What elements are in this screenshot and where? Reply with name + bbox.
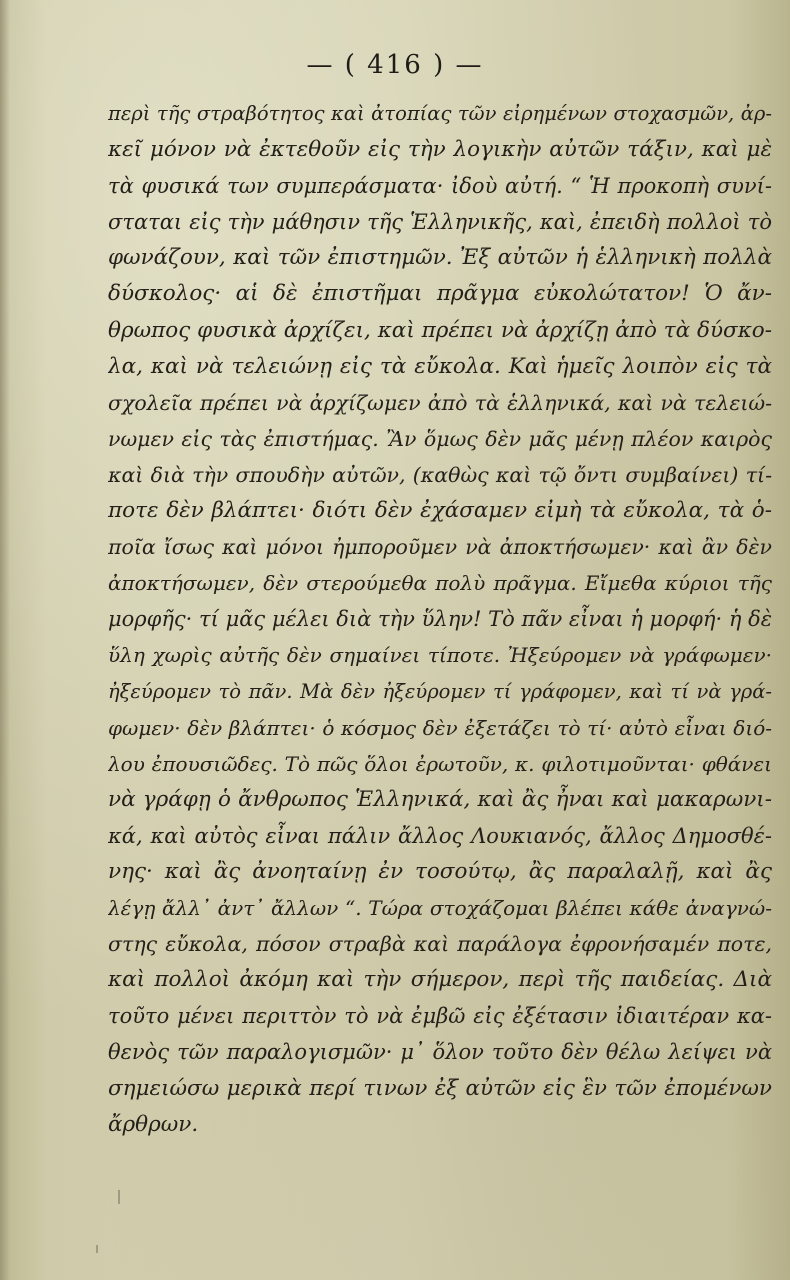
text-line: ἠξεύρομεν τὸ πᾶν. Μὰ δὲν ἠξεύρομεν τί γράφομεν, καὶ τί νὰ γρά-: [108, 679, 772, 703]
text-line: στης εὔκολα, πόσον στραβὰ καὶ παράλογα ἐφρονήσαμέν ποτε,: [108, 932, 772, 957]
text-line: περὶ τῆς στραβότητος καὶ ἀτοπίας τῶν εἰρημένων στοχασμῶν, ἀρ-: [108, 102, 772, 125]
text-line: ἀποκτήσωμεν, δὲν στερούμεθα πολὺ πρᾶγμα. Εἴμεθα κύριοι τῆς: [108, 571, 772, 596]
text-line: σταται εἰς τὴν μάθησιν τῆς Ἑλληνικῆς, καὶ, ἐπειδὴ πολλοὶ τὸ: [108, 210, 772, 235]
text-line: λα, καὶ νὰ τελειώνῃ εἰς τὰ εὔκολα. Καὶ ἡμεῖς λοιπὸν εἰς τὰ: [108, 353, 772, 379]
text-line: τὰ φυσικά των συμπεράσματα· ἰδοὺ αὐτή. “ Ἡ προκοπὴ συνί-: [108, 174, 772, 199]
text-line: νωμεν εἰς τὰς ἐπιστήμας. Ἂν ὅμως δὲν μᾶς μένῃ πλέον καιρὸς: [108, 426, 772, 451]
text-line: φωνάζουν, καὶ τῶν ἐπιστημῶν. Ἐξ αὐτῶν ἡ ἑλληνικὴ πολλὰ: [108, 245, 772, 271]
page-number: — ( 416 ) —: [306, 50, 484, 80]
text-line: νης· καὶ ἂς ἀνοηταίνῃ ἐν τοσούτῳ, ἂς παραλαλῇ, καὶ ἂς: [108, 858, 772, 884]
text-line: καὶ διὰ τὴν σπουδὴν αὐτῶν, (καθὼς καὶ τῷ ὄντι συμβαίνει) τί-: [108, 462, 772, 487]
paper-speck: [96, 1245, 98, 1253]
text-line: ὕλη χωρὶς αὐτῆς δὲν σημαίνει τίποτε. Ἠξεύρομεν νὰ γράφωμεν·: [108, 643, 772, 668]
body-text: [108, 96, 772, 1143]
text-line: σχολεῖα πρέπει νὰ ἀρχίζωμεν ἀπὸ τὰ ἑλληνικά, καὶ νὰ τελειώ-: [108, 390, 772, 415]
text-line: κεῖ μόνον νὰ ἐκτεθοῦν εἰς τὴν λογικὴν αὐτῶν τάξιν, καὶ μὲ: [108, 137, 772, 163]
text-line: λου ἐπουσιῶδες. Τὸ πῶς ὅλοι ἐρωτοῦν, κ. φιλοτιμοῦνται· φθάνει: [108, 751, 772, 776]
text-line: δύσκολος· αἱ δὲ ἐπιστῆμαι πρᾶγμα εὐκολώτατον! Ὁ ἄν-: [108, 281, 772, 307]
text-line: μορφῆς· τί μᾶς μέλει διὰ τὴν ὕλην! Τὸ πᾶν εἶναι ἡ μορφή· ἡ δὲ: [108, 607, 772, 632]
text-line: νὰ γράφῃ ὁ ἄνθρωπος Ἑλληνικά, καὶ ἂς ἦναι καὶ μακαρωνι-: [108, 786, 772, 812]
text-line: τοῦτο μένει περιττὸν τὸ νὰ ἐμβῶ εἰς ἐξέτασιν ἰδιαιτέραν κα-: [108, 1004, 772, 1029]
text-line: κά, καὶ αὐτὸς εἶναι πάλιν ἄλλος Λουκιανός, ἄλλος Δημοσθέ-: [108, 823, 772, 848]
text-line: φωμεν· δὲν βλάπτει· ὁ κόσμος δὲν ἐξετάζει τὸ τί· αὐτὸ εἶναι διό-: [108, 715, 772, 740]
text-line-last: ἄρθρων.: [108, 1111, 199, 1137]
paper-speck: [118, 1190, 120, 1204]
text-line: καὶ πολλοὶ ἀκόμη καὶ τὴν σήμερον, περὶ τῆς παιδείας. Διὰ: [108, 967, 772, 993]
text-line: ποῖα ἴσως καὶ μόνοι ἠμποροῦμεν νὰ ἀποκτήσωμεν· καὶ ἂν δὲν: [108, 535, 772, 560]
text-line: θενὸς τῶν παραλογισμῶν· μ᾽ ὅλον τοῦτο δὲν θέλω λείψει νὰ: [108, 1040, 772, 1065]
text-line: λέγῃ ἄλλ᾽ ἀντ᾽ ἄλλων “. Τώρα στοχάζομαι βλέπει κάθε ἀναγνώ-: [108, 896, 772, 921]
text-line: σημειώσω μερικὰ περί τινων ἐξ αὐτῶν εἰς ἓν τῶν ἐπομένων: [108, 1075, 772, 1101]
text-line: ποτε δὲν βλάπτει· διότι δὲν ἐχάσαμεν εἰμὴ τὰ εὔκολα, τὰ ὁ-: [108, 498, 772, 524]
page-edge-shadow: [0, 0, 10, 1280]
text-line: θρωπος φυσικὰ ἀρχίζει, καὶ πρέπει νὰ ἀρχίζῃ ἀπὸ τὰ δύσκο-: [108, 317, 772, 343]
